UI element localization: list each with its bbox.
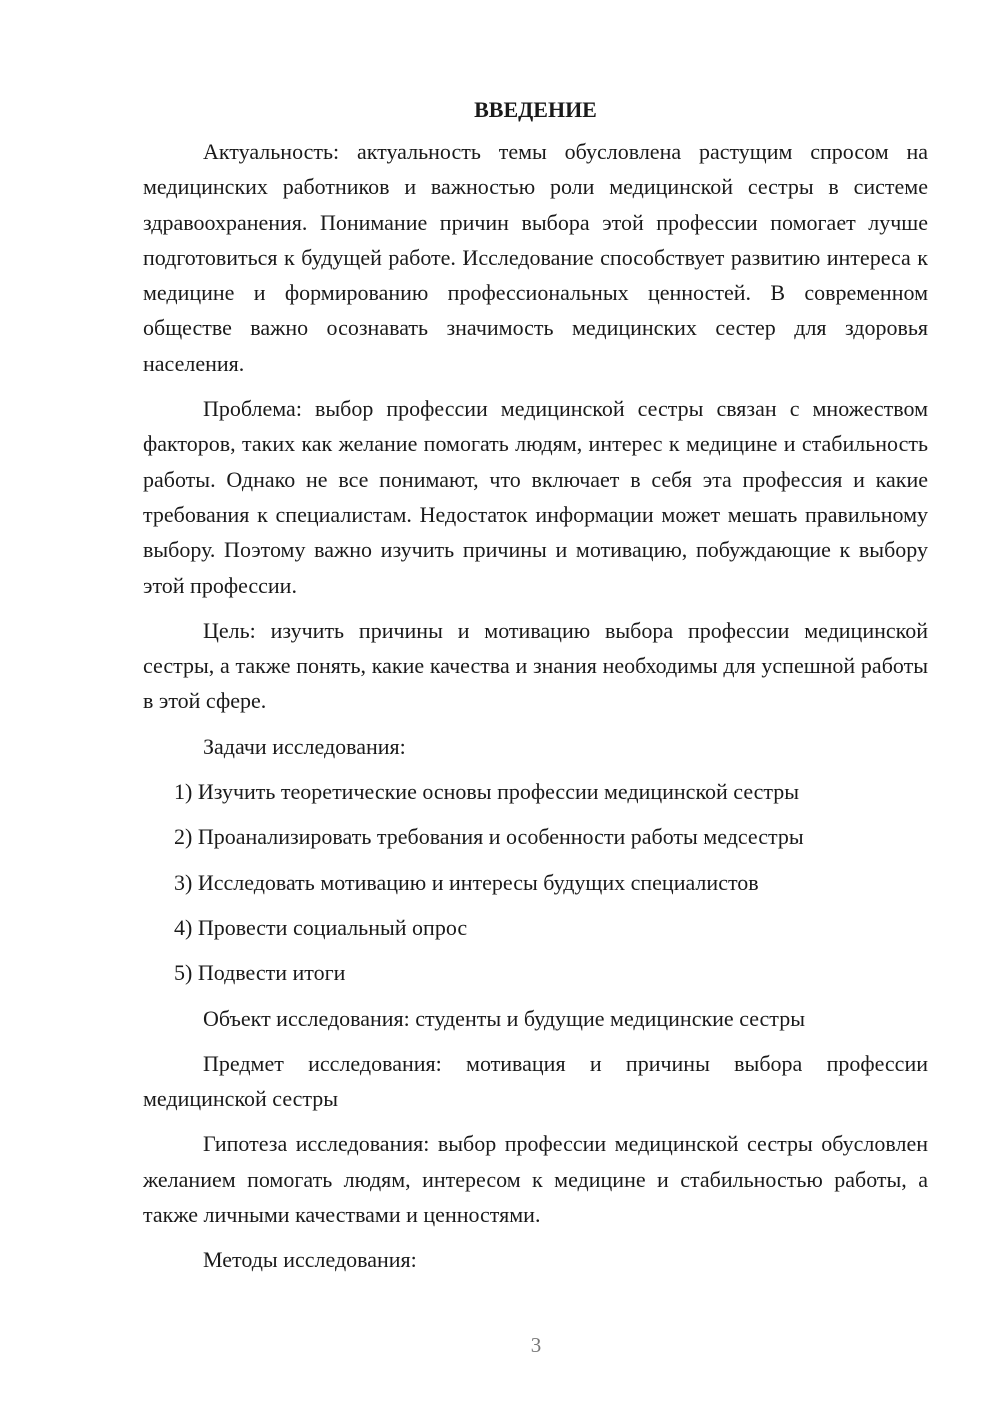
tasks-list — [143, 774, 928, 990]
hypothesis-paragraph: Гипотеза исследования: выбор профессии медицинской сестры обусловлен желанием помогать людям, интересом к медицине и стабильностью работы, а также личными качествами и ценностями. — [143, 1131, 928, 1228]
object-paragraph: Объект исследования: студенты и будущие медицинские сестры — [203, 1005, 805, 1031]
list-item: 4) Провести социальный опрос — [174, 914, 468, 940]
methods-heading: Методы исследования: — [203, 1247, 417, 1273]
page-number: 3 — [530, 1333, 542, 1357]
list-item: 3) Исследовать мотивацию и интересы будущих специалистов — [174, 869, 759, 895]
goal-paragraph: Цель: изучить причины и мотивацию выбора профессии медицинской сестры, а также понять, какие качества и знания необходимы для успешной работы в этой сфере. — [143, 617, 928, 714]
list-item: 2) Проанализировать требования и особенности работы медсестры — [174, 824, 804, 850]
list-item: 5) Подвести итоги — [174, 960, 346, 986]
problem-paragraph: Проблема: выбор профессии медицинской сестры связан с множеством факторов, таких как желание помогать людям, интерес к медицине и стабильность работы. Однако не все понимают, что включает в себя эта профессия и какие требования к специалистам. Недостаток информации может мешать правильному выбору. Поэтому важно изучить причины и мотивацию, побуждающие к выбору этой профессии. — [143, 396, 928, 598]
relevance-paragraph: Актуальность: актуальность темы обусловлена растущим спросом на медицинских работников и важностью роли медицинской сестры в системе здравоохранения. Понимание причин выбора этой профессии помогает лучше подготовиться к будущей работе. Исследование способствует развитию интереса к медицине и формированию профессиональных ценностей. В современном обществе важно осознавать значимость медицинских сестер для здоровья населения. — [143, 139, 928, 376]
page-content — [143, 95, 928, 1288]
subject-paragraph: Предмет исследования: мотивация и причины выбора профессии медицинской сестры — [143, 1050, 928, 1112]
tasks-heading: Задачи исследования: — [203, 733, 406, 759]
page-title: ВВЕДЕНИЕ — [474, 97, 597, 122]
list-item: 1) Изучить теоретические основы профессии медицинской сестры — [174, 779, 800, 805]
